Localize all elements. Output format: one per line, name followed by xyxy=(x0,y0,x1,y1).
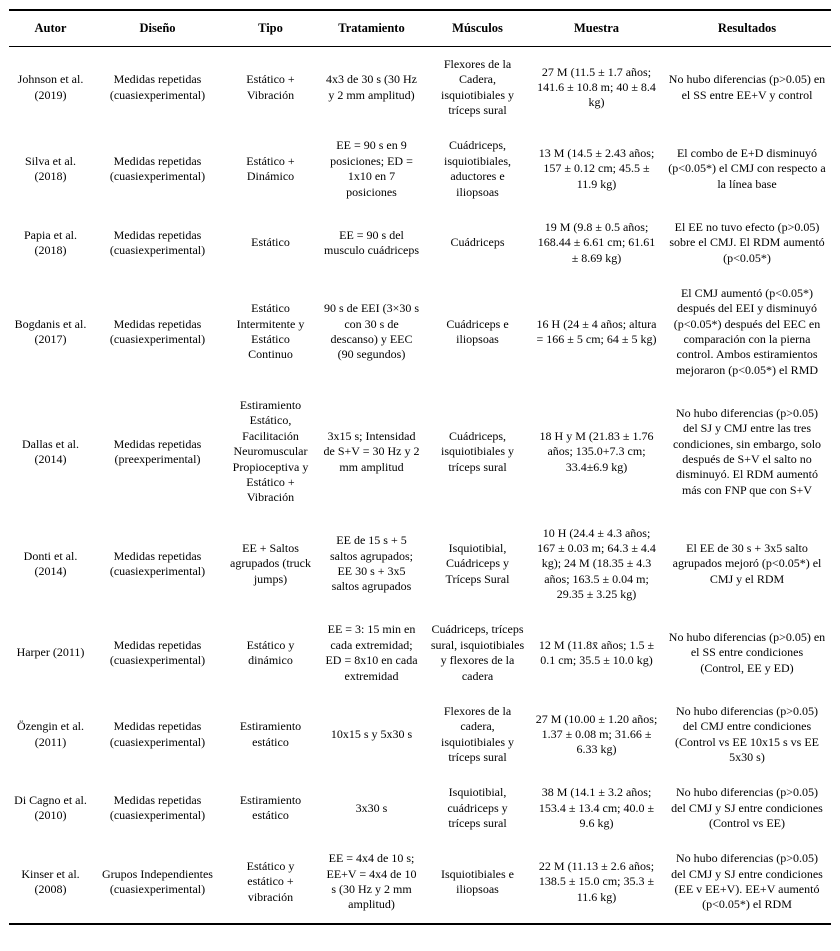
table-cell: 38 M (14.1 ± 3.2 años; 153.4 ± 13.4 cm; 40.0 ± 9.6 kg) xyxy=(538,785,655,831)
table-cell: Estiramiento Estático, Facilitación Neuromuscular Propioceptiva y Estático + Vibración xyxy=(232,398,309,505)
table-cell: Grupos Independientes (cuasiexperimental) xyxy=(102,866,213,897)
table-cell: El CMJ aumentó (p<0.05*) después del EEI y disminuyó (p<0.05*) después del EEC en comparación con la pierna control. Ambos estiramientos mejoraron (p<0.05*) el RMD xyxy=(673,285,821,377)
table-cell: Harper (2011) xyxy=(16,645,85,660)
table-cell: 3x30 s xyxy=(355,800,388,815)
table-row xyxy=(9,128,831,209)
table-cell: No hubo diferencias (p>0.05) del SJ y CMJ entre las tres condiciones, sin embargo, solo después de S+V el salto no disminuyó. El RDM aumentó más con FNP que con S+V xyxy=(672,405,822,497)
table-row xyxy=(9,388,831,516)
table-cell: Medidas repetidas (cuasiexperimental) xyxy=(109,153,206,184)
table-body xyxy=(9,47,831,924)
table-header-row xyxy=(9,10,831,47)
table-cell: 27 M (11.5 ± 1.7 años; 141.6 ± 10.8 m; 40 ± 8.4 kg) xyxy=(537,64,656,110)
table-cell: Johnson et al. (2019) xyxy=(17,72,84,102)
table-cell: Estático y estático + vibración xyxy=(246,859,295,904)
table-cell: 13 M (14.5 ± 2.43 años; 157 ± 0.12 cm; 45.5 ± 11.9 kg) xyxy=(538,146,655,191)
table-cell: No hubo diferencias (p>0.05) del CMJ entre condiciones (Control vs EE 10x15 s vs EE 5x30 s) xyxy=(675,703,819,764)
table-cell: Estático Intermitente y Estático Continuo xyxy=(236,301,305,362)
table-cell: Kinser et al. (2008) xyxy=(21,866,80,897)
table-row xyxy=(9,276,831,388)
table-cell: Estático xyxy=(251,235,290,250)
table-cell: Flexores de la cadera, isquiotibiales y tríceps sural xyxy=(441,703,514,764)
column-header: Diseño xyxy=(92,10,223,47)
table-cell: 12 M (11.8x̄ años; 1.5 ± 0.1 cm; 35.5 ± 10.0 kg) xyxy=(538,637,655,668)
column-header: Resultados xyxy=(663,10,831,47)
table-cell: Estático y dinámico xyxy=(246,637,295,668)
table-cell: El EE de 30 s + 3x5 salto agrupados mejoró (p<0.05*) el CMJ y el RDM xyxy=(672,540,822,586)
table-cell: Papia et al. (2018) xyxy=(24,227,77,257)
table-cell: 4x3 de 30 s (30 Hz y 2 mm amplitud) xyxy=(326,72,417,102)
table-cell: Estiramiento estático xyxy=(239,792,302,823)
table-cell: 10 H (24.4 ± 4.3 años; 167 ± 0.03 m; 64.3 ± 4.4 kg); 24 M (18.35 ± 4.3 años; 163.5 ± 0.04 m; 29.35 ± 3.25 kg) xyxy=(537,525,656,602)
table-row xyxy=(9,47,831,129)
table-cell: Silva et al. (2018) xyxy=(25,153,76,184)
table-cell: Medidas repetidas (cuasiexperimental) xyxy=(109,637,206,668)
column-header: Músculos xyxy=(425,10,530,47)
table-cell: Medidas repetidas (cuasiexperimental) xyxy=(109,792,206,823)
table-cell: Cuádriceps, tríceps sural, isquiotibiales y flexores de la cadera xyxy=(430,622,525,683)
table-cell: El combo de E+D disminuyó (p<0.05*) el CMJ con respecto a la línea base xyxy=(668,146,826,191)
table-cell: Isquiotibiales e iliopsoas xyxy=(441,866,514,897)
table-cell: 18 H y M (21.83 ± 1.76 años; 135.0+7.3 cm; 33.4±6.9 kg) xyxy=(539,428,654,474)
table-cell: 90 s de EEI (3×30 s con 30 s de descanso) y EEC (90 segundos) xyxy=(323,301,420,362)
table-cell: No hubo diferencias (p>0.05) del CMJ y SJ entre condiciones (Control vs EE) xyxy=(671,785,823,831)
table-cell: Cuádriceps, isquiotibiales y tríceps sural xyxy=(441,428,514,474)
table-row xyxy=(9,210,831,276)
table-cell: Medidas repetidas (cuasiexperimental) xyxy=(109,227,206,257)
table-cell: No hubo diferencias (p>0.05) del CMJ y SJ entre condiciones (EE v EE+V). EE+V aumentó (p<0.05*) el RDM xyxy=(671,851,823,912)
table-cell: Dallas et al. (2014) xyxy=(22,436,79,466)
table-cell: Isquiotibial, Cuádriceps y Tríceps Sural xyxy=(445,540,510,586)
table-cell: Di Cagno et al. (2010) xyxy=(14,792,87,823)
table-cell: No hubo diferencias (p>0.05) en el SS entre EE+V y control xyxy=(668,72,826,102)
table-cell: 19 M (9.8 ± 0.5 años; 168.44 ± 6.61 cm; 61.61 ± 8.69 kg) xyxy=(537,219,656,265)
table-cell: Estático + Dinámico xyxy=(246,153,295,184)
table-cell: Cuádriceps xyxy=(450,235,505,250)
column-header: Tipo xyxy=(223,10,318,47)
table-cell: Medidas repetidas (cuasiexperimental) xyxy=(109,316,206,347)
table-cell: Cuádriceps, isquiotibiales, aductores e iliopsoas xyxy=(444,138,511,199)
table-cell: EE = 90 s del musculo cuádriceps xyxy=(324,227,419,257)
column-header: Tratamiento xyxy=(318,10,425,47)
table-cell: EE + Saltos agrupados (truck jumps) xyxy=(230,540,311,586)
table-cell: Isquiotibial, cuádriceps y tríceps sural xyxy=(447,785,508,831)
table-row xyxy=(9,775,831,841)
table-cell: 10x15 s y 5x30 s xyxy=(330,726,413,741)
table-cell: EE = 90 s en 9 posiciones; ED = 1x10 en 7 posiciones xyxy=(330,138,413,199)
table-row xyxy=(9,694,831,775)
table-cell: Medidas repetidas (cuasiexperimental) xyxy=(109,548,206,579)
table-row xyxy=(9,612,831,693)
column-header: Autor xyxy=(9,10,92,47)
table-cell: El EE no tuvo efecto (p>0.05) sobre el CMJ. El RDM aumentó (p<0.05*) xyxy=(669,219,825,265)
table-cell: Cuádriceps e iliopsoas xyxy=(446,316,509,347)
table-header xyxy=(9,10,831,47)
table-cell: EE = 3: 15 min en cada extremidad; ED = 8x10 en cada extremidad xyxy=(325,622,418,683)
table-cell: Medidas repetidas (cuasiexperimental) xyxy=(109,719,206,749)
table-cell: Estiramiento estático xyxy=(239,719,302,749)
table-cell: 3x15 s; Intensidad de S+V = 30 Hz y 2 mm amplitud xyxy=(323,428,420,474)
table-cell: 27 M (10.00 ± 1.20 años; 1.37 ± 0.08 m; 31.66 ± 6.33 kg) xyxy=(535,711,658,757)
table-cell: Özengin et al. (2011) xyxy=(17,719,84,749)
table-cell: 22 M (11.13 ± 2.6 años; 138.5 ± 15.0 cm; 35.3 ± 11.6 kg) xyxy=(538,859,655,904)
table-cell: EE = 4x4 de 10 s; EE+V = 4x4 de 10 s (30 Hz y 2 mm amplitud) xyxy=(326,851,417,912)
table-cell: 16 H (24 ± 4 años; altura = 166 ± 5 cm; 64 ± 5 kg) xyxy=(536,316,657,347)
table-cell: Medidas repetidas (cuasiexperimental) xyxy=(109,72,206,102)
table-row xyxy=(9,841,831,923)
table-cell: EE de 15 s + 5 saltos agrupados; EE 30 s + 3x5 saltos agrupados xyxy=(330,533,413,594)
table-cell: Donti et al. (2014) xyxy=(23,548,78,579)
table-cell: Estático + Vibración xyxy=(246,72,295,102)
column-header: Muestra xyxy=(530,10,663,47)
studies-table xyxy=(9,9,831,925)
table-cell: Medidas repetidas (preexperimental) xyxy=(113,436,202,466)
table-cell: No hubo diferencias (p>0.05) en el SS entre condiciones (Control, EE y ED) xyxy=(668,630,826,675)
table-cell: Flexores de la Cadera, isquiotibiales y tríceps sural xyxy=(441,57,514,118)
table-row xyxy=(9,516,831,613)
table-cell: Bogdanis et al. (2017) xyxy=(14,316,87,347)
